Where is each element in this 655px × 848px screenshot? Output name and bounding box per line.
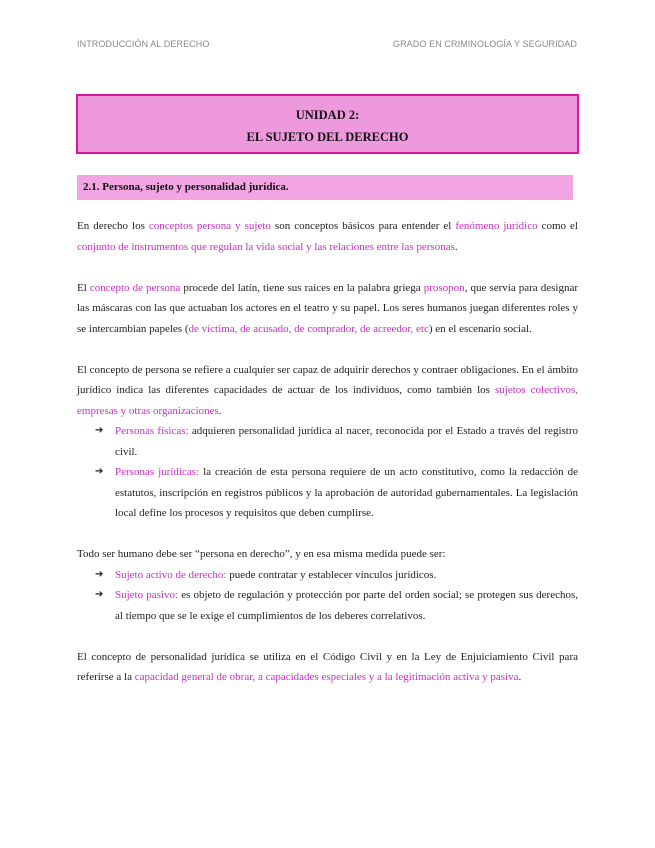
p1-highlight-1: conceptos persona y sujeto [148,220,271,232]
subject-types-list [77,565,578,627]
paragraph-3 [77,360,578,422]
running-header-right: GRADO EN CRIMINOLOGÍA Y SEGURIDAD [392,39,577,49]
p2-text-3: , que servía para designar las máscaras con las que actuaban los actores en el teatro y su papel. Los seres humanos juegan diferentes roles y se intercambian papeles ( [77,281,579,335]
list-item-text: la creación de esta persona requiere de un acto constitutivo, como la redacción de estatutos, inscripción en registros públicos y la aprobación de autoridad gubernamentales. La legislación local define los procesos y requisitos que deben cumplirse. [115,466,578,519]
document-body [77,216,578,688]
p3-highlight-1: sujetos colectivos, empresas y otras organizaciones [77,384,578,417]
unit-title-box [76,94,579,154]
list-item-text: adquieren personalidad jurídica al nacer, reconocida por el Estado a través del registro civil. [115,425,579,458]
p5-highlight-1: capacidad general de obrar, a capacidades especiales y a la legitimación activa y pasiva [134,671,519,683]
list-item [77,462,578,524]
list-item-label: Personas físicas: [115,425,189,437]
p5-text-2: . [518,671,522,683]
list-item-text: es objeto de regulación y protección por parte del orden social; se protegen sus derechos, al tiempo que se le exige el cumplimientos de los deberes correlativos. [115,589,579,622]
paragraph-1 [77,216,578,257]
list-item-label: Sujeto activo de derecho: [115,568,227,581]
p1-text-3: como el [537,220,578,232]
section-heading: 2.1. Persona, sujeto y personalidad jurídica. [77,175,573,200]
list-item-label: Personas jurídicas: [115,466,200,478]
list-item [77,565,578,586]
list-item [77,421,578,462]
arrow-icon: ➔ [95,466,104,477]
running-header-left: INTRODUCCIÓN AL DERECHO [77,39,210,49]
paragraph-4: Todo ser humano debe ser “persona en derecho”, y en esa misma medida puede ser: [77,548,446,560]
p2-text-2: procede del latín, tiene sus raíces en la palabra griega [180,281,424,294]
p2-highlight-1: concepto de persona [89,281,181,294]
list-item-text: puede contratar y establecer vínculos jurídicos. [226,568,437,581]
p3-text-1: El concepto de persona se refiere a cualquier ser capaz de adquirir derechos y contraer obligaciones. En el ámbito jurídico indica las diferentes capacidades de actuar de los individuos, como también los [77,363,578,396]
p2-text-1: El [77,281,90,294]
p1-highlight-3: conjunto de instrumentos que regulan la vida social y las relaciones entre las personas [77,240,455,253]
arrow-icon: ➔ [95,589,104,600]
arrow-icon: ➔ [95,425,104,436]
list-item-label: Sujeto pasivo: [115,589,179,601]
p1-text-1: En derecho los [77,220,149,232]
unit-title-line2: EL SUJETO DEL DERECHO [246,130,409,144]
p3-text-2: . [218,404,222,417]
p2-highlight-2: prosopon [423,281,465,294]
p1-text-2: son conceptos básicos para entender el [270,220,456,232]
p2-text-4: ) en el escenario social. [428,322,532,335]
p2-highlight-3: de víctima, de acusado, de comprador, de acreedor, etc [188,322,429,335]
p5-text-1: El concepto de personalidad jurídica se utiliza en el Código Civil y en la Ley de Enjuiciamiento Civil para referirse a la [77,650,578,683]
paragraph-2 [77,278,578,340]
list-item [77,585,578,626]
unit-title-line1: UNIDAD 2: [295,108,360,122]
p1-highlight-2: fenómeno jurídico [455,220,538,232]
arrow-icon: ➔ [95,568,104,580]
person-types-list [77,421,578,524]
p1-text-4: . [454,240,458,253]
paragraph-5 [77,647,578,688]
